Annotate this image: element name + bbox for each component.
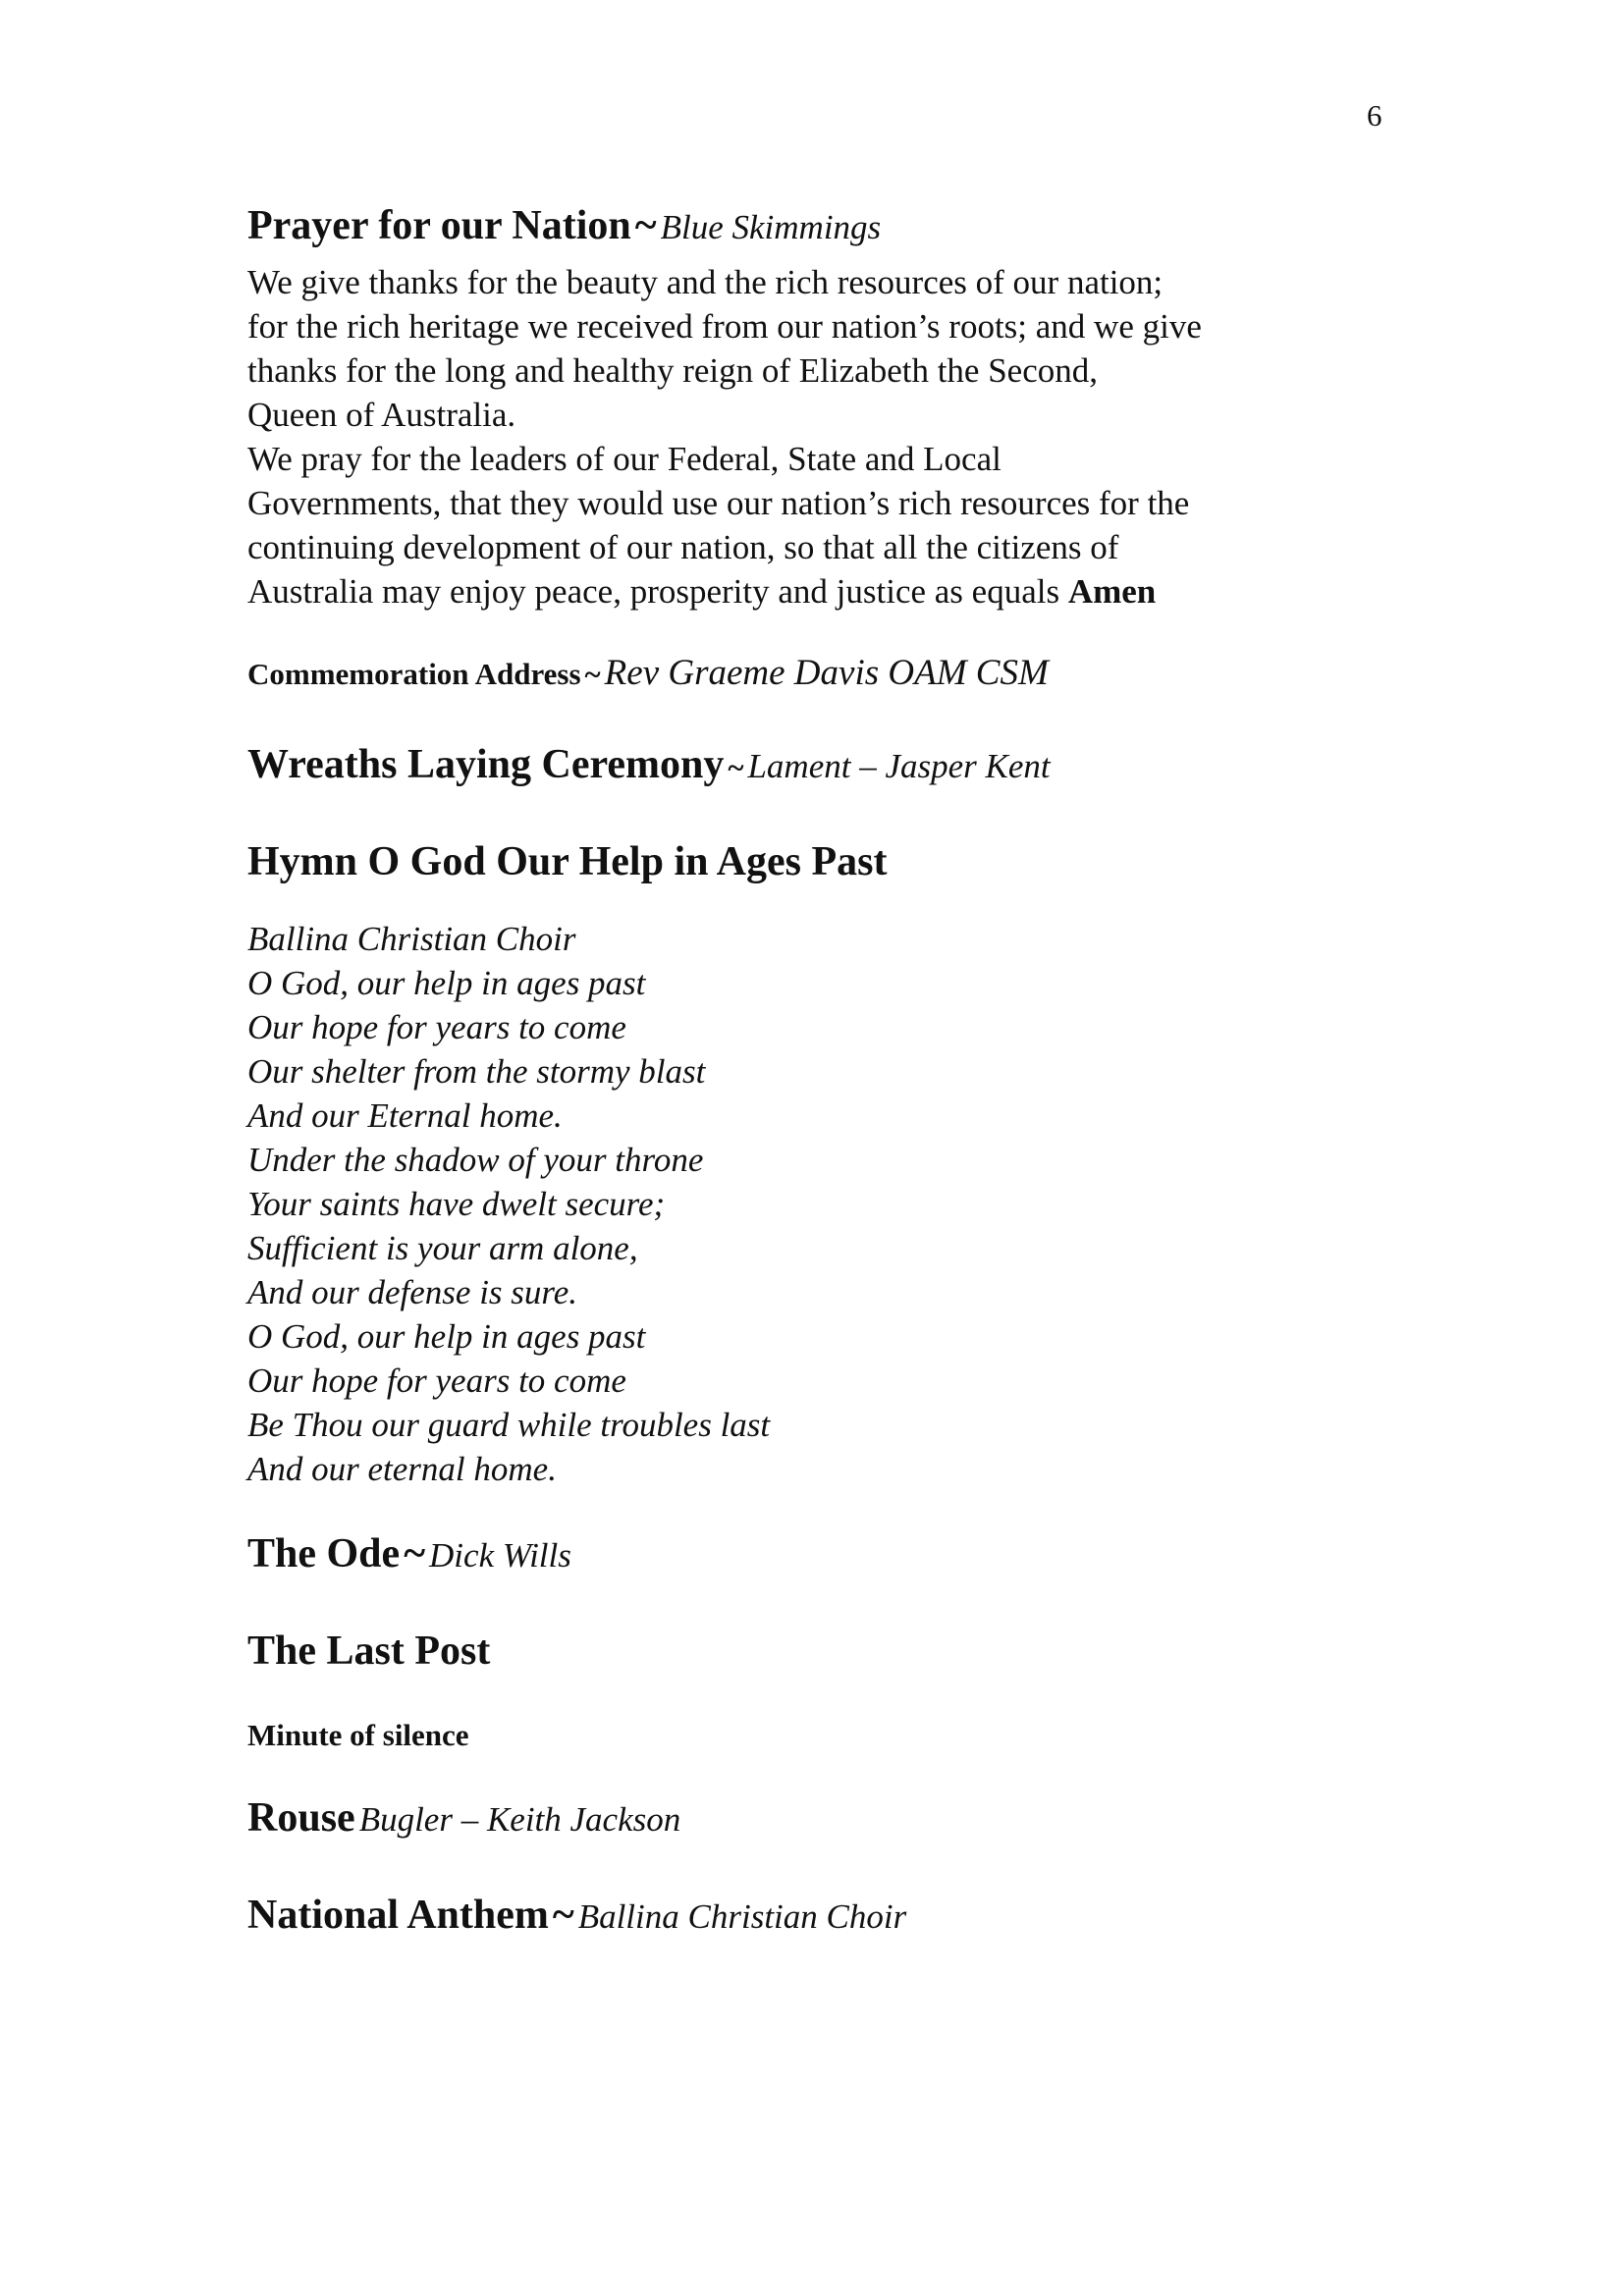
hymn-line: Be Thou our guard while troubles last <box>247 1406 771 1444</box>
prayer-line: Governments, that they would use our nation’s rich resources for the <box>247 484 1190 522</box>
silence-section <box>247 1716 1426 1755</box>
anthem-separator: ~ <box>552 1893 574 1938</box>
hymn-performer: Ballina Christian Choir <box>247 920 576 958</box>
prayer-last-text: Australia may enjoy peace, prosperity and justice as equals <box>247 572 1060 611</box>
hymn-line: Your saints have dwelt secure; <box>247 1185 666 1223</box>
prayer-reader: Blue Skimmings <box>660 208 882 246</box>
hymn-line: And our eternal home. <box>247 1450 557 1488</box>
hymn-lyrics <box>247 917 1426 1491</box>
hymn-line: Our shelter from the stormy blast <box>247 1052 706 1091</box>
commemoration-title: Commemoration Address <box>247 657 581 691</box>
order-of-service <box>247 200 1426 1949</box>
prayer-amen: Amen <box>1067 572 1157 611</box>
prayer-line: continuing development of our nation, so that all the citizens of <box>247 528 1119 566</box>
anthem-section <box>247 1890 1426 1949</box>
last-post-section <box>247 1626 1426 1677</box>
anthem-title: National Anthem <box>247 1893 549 1938</box>
rouse-title: Rouse <box>247 1795 355 1841</box>
commemoration-separator: ~ <box>584 657 601 691</box>
hymn-title: Hymn O God Our Help in Ages Past <box>247 839 888 884</box>
rouse-detail: Bugler – Keith Jackson <box>358 1800 681 1839</box>
prayer-title: Prayer for our Nation <box>247 203 631 248</box>
page-number: 6 <box>1367 98 1382 133</box>
hymn-section <box>247 836 1426 1491</box>
wreaths-section <box>247 739 1426 799</box>
rouse-section <box>247 1792 1426 1852</box>
silence-title: Minute of silence <box>247 1718 469 1752</box>
prayer-line: thanks for the long and healthy reign of Elizabeth the Second, <box>247 351 1098 390</box>
commemoration-section <box>247 651 1426 702</box>
wreaths-detail: Lament – Jasper Kent <box>747 747 1051 785</box>
last-post-title: The Last Post <box>247 1629 491 1674</box>
wreaths-separator: ~ <box>728 750 744 784</box>
prayer-line: for the rich heritage we received from our nation’s roots; and we give <box>247 307 1202 346</box>
prayer-line: Queen of Australia. <box>247 396 516 434</box>
prayer-line: We pray for the leaders of our Federal, State and Local <box>247 440 1001 478</box>
prayer-line-last <box>247 569 1426 614</box>
hymn-line: Our hope for years to come <box>247 1362 626 1400</box>
hymn-line: And our Eternal home. <box>247 1096 563 1135</box>
wreaths-title: Wreaths Laying Ceremony <box>247 742 725 787</box>
anthem-performer: Ballina Christian Choir <box>577 1897 907 1936</box>
hymn-line: Our hope for years to come <box>247 1008 626 1046</box>
ode-section <box>247 1528 1426 1588</box>
hymn-line: Under the shadow of your throne <box>247 1141 704 1179</box>
ode-reader: Dick Wills <box>429 1536 571 1575</box>
prayer-line: We give thanks for the beauty and the rich resources of our nation; <box>247 263 1164 301</box>
prayer-text <box>247 260 1426 614</box>
commemoration-speaker: Rev Graeme Davis OAM CSM <box>604 653 1049 693</box>
ode-title: The Ode <box>247 1531 401 1576</box>
prayer-heading <box>247 200 1426 260</box>
hymn-line: And our defense is sure. <box>247 1273 578 1311</box>
prayer-section <box>247 200 1426 614</box>
hymn-line: O God, our help in ages past <box>247 1317 646 1356</box>
hymn-line: O God, our help in ages past <box>247 964 646 1002</box>
hymn-line: Sufficient is your arm alone, <box>247 1229 638 1267</box>
ode-separator: ~ <box>404 1531 426 1576</box>
prayer-separator: ~ <box>634 203 657 248</box>
